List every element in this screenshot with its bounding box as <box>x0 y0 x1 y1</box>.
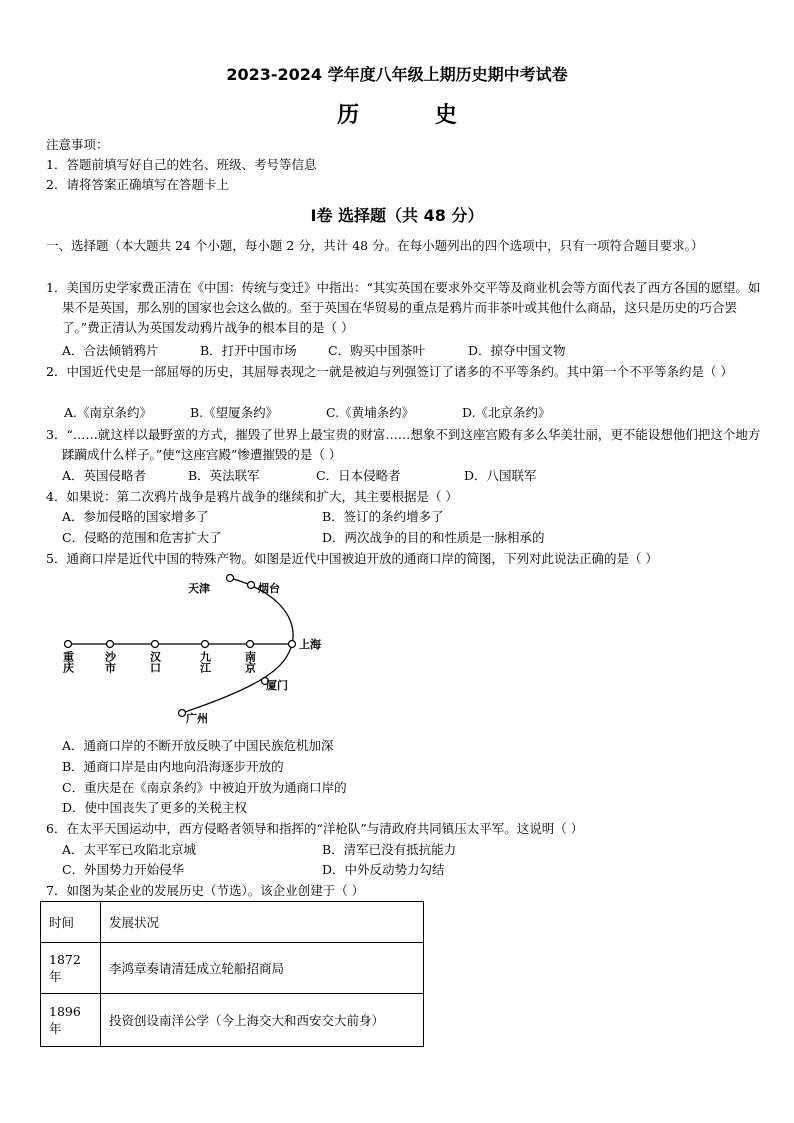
question-5-option-c: C．重庆是在《南京条约》中被迫开放为通商口岸的 <box>62 780 347 795</box>
question-6-option-d: D．中外反动势力勾结 <box>322 862 445 877</box>
table-cell: 投资创设南洋公学（今上海交大和西安交大前身） <box>101 994 424 1047</box>
notes-block <box>46 135 316 195</box>
question-4-option-a: A．参加侵略的国家增多了 <box>62 509 209 524</box>
question-5-option-d: D．使中国丧失了更多的关税主权 <box>62 800 248 815</box>
table-cell: 1872 年 <box>41 943 101 994</box>
port-marker <box>247 641 254 648</box>
map-label-tianjin: 天津 <box>188 582 210 595</box>
question-3-stem: 3．“……就这样以最野蛮的方式，摧毁了世界上最宝贵的财富……想象不到这座宫殿有多么华美壮丽，更不能设想他们把这个地方蹂躏成什么样子。”使“这座宫殿”惨遭摧毁的是（ ） <box>46 427 761 462</box>
question-5-option-b: B．通商口岸是由内地向沿海逐步开放的 <box>62 759 284 774</box>
port-marker <box>65 641 72 648</box>
question-4-option-b: B．签订的条约增多了 <box>322 509 444 524</box>
map-label-guangzhou: 广州 <box>186 712 208 725</box>
table-row <box>41 943 424 994</box>
question-6-option-a: A．太平军已攻陷北京城 <box>62 842 197 857</box>
question-2-option-b: B.《望厦条约》 <box>190 405 279 420</box>
map-label-shashi: 沙市 <box>103 651 117 673</box>
question-3-option-a: A．英国侵略者 <box>62 468 147 483</box>
enterprise-history-table <box>40 901 424 1047</box>
port-marker <box>152 641 159 648</box>
question-4-stem: 4．如果说：第二次鸦片战争是鸦片战争的继续和扩大，其主要根据是（ ） <box>46 489 458 504</box>
port-marker <box>289 641 296 648</box>
exam-title: 2023-2024 学年度八年级上期历史期中考试卷 <box>226 65 568 84</box>
question-2-option-c: C.《黄埔条约》 <box>326 405 415 420</box>
table-row <box>41 994 424 1047</box>
question-3-option-b: B．英法联军 <box>188 468 260 483</box>
question-1-option-d: D．掠夺中国文物 <box>468 343 566 358</box>
port-marker <box>227 575 234 582</box>
question-4-option-c: C．侵略的范围和危害扩大了 <box>62 530 222 545</box>
note-item: 1．答题前填写好自己的姓名、班级、考号等信息 <box>46 157 317 172</box>
port-marker <box>179 710 186 717</box>
section-title: I卷 选择题（共 48 分） <box>310 206 484 225</box>
map-label-shanghai: 上海 <box>299 638 321 651</box>
section-instruction: 一、选择题（本大题共 24 个小题，每小题 2 分，共计 48 分。在每小题列出的四个选项中，只有一项符合题目要求。） <box>46 238 704 253</box>
question-3-option-c: C．日本侵略者 <box>316 468 401 483</box>
question-2-option-d: D.《北京条约》 <box>462 405 551 420</box>
question-3-option-d: D．八国联军 <box>464 468 537 483</box>
coastline-curve <box>182 578 293 713</box>
table-cell: 李鸿章奏请清廷成立轮船招商局 <box>101 943 424 994</box>
note-item: 2．请将答案正确填写在答题卡上 <box>46 177 229 192</box>
question-5-option-a: A．通商口岸的不断开放反映了中国民族危机加深 <box>62 738 334 753</box>
subject-title: 历 史 <box>337 103 491 128</box>
question-1-option-a: A．合法倾销鸦片 <box>62 343 159 358</box>
question-1-option-c: C．购买中国茶叶 <box>328 343 426 358</box>
question-5-stem: 5．通商口岸是近代中国的特殊产物。如图是近代中国被迫开放的通商口岸的简图，下列对此说法正确的是（ ） <box>46 551 658 566</box>
trade-ports-map <box>40 570 360 730</box>
question-2-stem: 2．中国近代史是一部屈辱的历史，其屈辱表现之一就是被迫与列强签订了诸多的不平等条约。其中第一个不平等条约是（ ） <box>46 364 733 379</box>
question-7-stem: 7．如图为某企业的发展历史（节选）。该企业创建于（ ） <box>46 883 365 898</box>
question-4-option-d: D．两次战争的目的和性质是一脉相承的 <box>322 530 545 545</box>
notes-heading: 注意事项： <box>46 137 109 152</box>
table-cell: 1896 年 <box>41 994 101 1047</box>
table-header-row <box>41 902 424 943</box>
question-6-stem: 6．在太平天国运动中，西方侵略者领导和指挥的“洋枪队”与清政府共同镇压太平军。这说明（ ） <box>46 821 584 836</box>
port-marker <box>107 641 114 648</box>
question-1-stem: 1．美国历史学家费正清在《中国：传统与变迁》中指出：“其实英国在要求外交平等及商业机会等方面代表了西方各国的愿望。如果不是英国，那么别的国家也会这么做的。至于英国在华贸易的重点是鸦片而非茶叶或其他什么商品，这只是历史的巧合罢了。”费正清认为英国发动鸦片战争的根本目的是（ ） <box>46 280 761 335</box>
table-header-cell: 发展状况 <box>101 902 424 943</box>
port-marker <box>248 582 255 589</box>
question-1-option-b: B．打开中国市场 <box>200 343 297 358</box>
question-6-option-c: C．外国势力开始侵华 <box>62 862 185 877</box>
map-label-nanjing: 南京 <box>243 651 257 673</box>
map-label-hankou: 汉口 <box>148 651 162 673</box>
question-6-option-b: B．清军已没有抵抗能力 <box>322 842 457 857</box>
map-label-xiamen: 厦门 <box>266 679 288 692</box>
map-label-yantai: 烟台 <box>258 582 280 595</box>
map-label-chongqing: 重庆 <box>61 651 75 673</box>
table-header-cell: 时间 <box>41 902 101 943</box>
question-2-option-a: A.《南京条约》 <box>64 405 153 420</box>
map-label-jiujiang: 九江 <box>198 651 212 673</box>
port-marker <box>202 641 209 648</box>
